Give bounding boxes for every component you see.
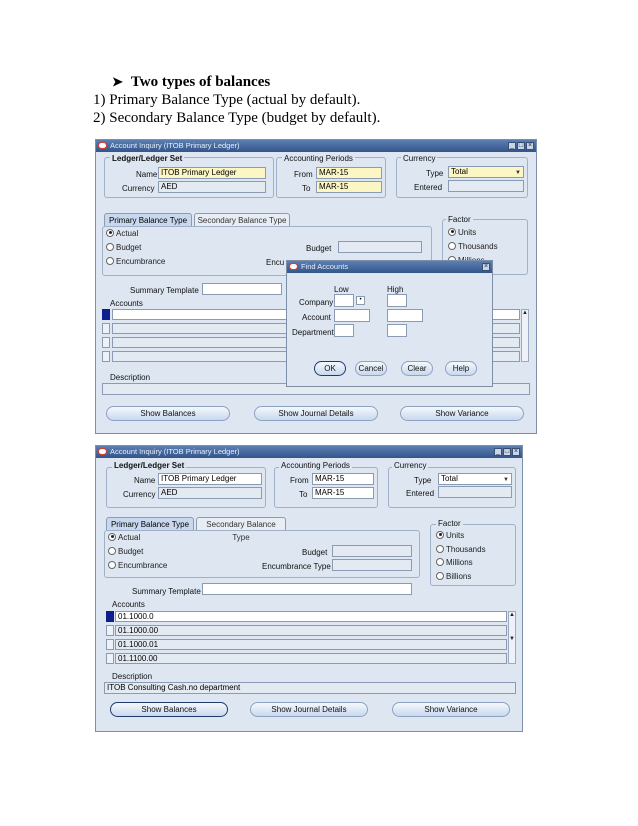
to-label: To — [299, 490, 308, 499]
encumbrance-type-label: Encumbrance Type — [262, 562, 331, 571]
account-high-field[interactable] — [387, 309, 423, 322]
company-low-field[interactable] — [334, 294, 354, 307]
accounts-label: Accounts — [110, 299, 143, 308]
radio-encumbrance[interactable]: Encumbrance — [108, 561, 167, 570]
name-label: Name — [134, 476, 156, 485]
ledger-group-label: Ledger/Ledger Set — [112, 154, 183, 163]
currency-label: Currency — [123, 490, 156, 499]
window-title: Account Inquiry (ITOB Primary Ledger) — [110, 447, 240, 456]
window-titlebar — [96, 446, 522, 458]
tab-secondary-balance-type[interactable]: Secondary Balance Type — [194, 213, 290, 226]
accounts-label: Accounts — [112, 600, 145, 609]
find-accounts-dialog — [286, 260, 493, 387]
entered-label: Entered — [414, 183, 443, 192]
close-icon[interactable]: × — [527, 142, 533, 149]
accounts-scrollbar[interactable]: ▲ — [521, 309, 529, 362]
department-label: Department — [292, 328, 334, 337]
description-label: Description — [110, 373, 151, 382]
currency-label: Currency — [122, 184, 155, 193]
description-label: Description — [112, 672, 153, 681]
accounts-scrollbar[interactable]: ▲ ▼ — [508, 611, 516, 664]
type-label: Type — [426, 169, 444, 178]
from-label: From — [290, 476, 309, 485]
ledger-name-field[interactable]: ITOB Primary Ledger — [158, 473, 262, 485]
currency-type-select[interactable]: Total ▼ — [438, 473, 512, 485]
department-low-field[interactable] — [334, 324, 354, 337]
summary-template-field[interactable] — [202, 283, 282, 295]
show-balances-button[interactable]: Show Balances — [106, 406, 230, 421]
factor-thousands-radio[interactable]: Thousands — [436, 545, 486, 554]
tab-primary-balance-type[interactable]: Primary Balance Type — [104, 213, 192, 226]
factor-billions-radio[interactable]: Billions — [436, 572, 471, 581]
cancel-button[interactable]: Cancel — [355, 361, 387, 376]
factor-millions-radio[interactable]: Millions — [436, 558, 473, 567]
list-item-primary: 1) Primary Balance Type (actual by default). — [93, 92, 361, 108]
ok-button[interactable]: OK — [314, 361, 346, 376]
row-selector[interactable] — [102, 337, 110, 348]
from-period-field[interactable]: MAR-15 — [312, 473, 374, 485]
company-lov-button[interactable]: • — [356, 296, 365, 305]
radio-budget[interactable]: Budget — [108, 547, 143, 556]
periods-group-label: Accounting Periods — [284, 154, 353, 163]
entered-currency-field[interactable] — [448, 180, 524, 192]
summary-template-label: Summary Template — [132, 587, 201, 596]
row-selector[interactable] — [106, 653, 114, 664]
account-row[interactable]: 01.1000.0 — [115, 611, 507, 622]
account-row[interactable]: 01.1100.00 — [115, 653, 507, 664]
oracle-icon — [289, 263, 298, 270]
close-icon[interactable]: × — [513, 448, 519, 455]
name-label: Name — [136, 170, 158, 179]
ledger-name-field[interactable]: ITOB Primary Ledger — [158, 167, 266, 179]
entered-label: Entered — [406, 489, 435, 498]
show-variance-button[interactable]: Show Variance — [392, 702, 510, 717]
account-row[interactable]: 01.1000.01 — [115, 639, 507, 650]
budget-field[interactable] — [338, 241, 422, 253]
to-period-field[interactable]: MAR-15 — [312, 487, 374, 499]
window-titlebar — [96, 140, 536, 152]
type-label: Type — [414, 476, 432, 485]
minimize-icon[interactable]: _ — [508, 142, 516, 150]
help-button[interactable]: Help — [445, 361, 477, 376]
account-inquiry-window-2 — [95, 445, 523, 732]
factor-units-radio[interactable]: Units — [436, 531, 464, 540]
encumbrance-type-label: Encu — [266, 258, 285, 267]
budget-label: Budget — [306, 244, 332, 253]
budget-label: Budget — [302, 548, 328, 557]
dropdown-arrow-icon[interactable]: ▼ — [515, 170, 521, 176]
dropdown-arrow-icon[interactable]: ▼ — [503, 477, 509, 483]
company-label: Company — [299, 298, 334, 307]
show-variance-button[interactable]: Show Variance — [400, 406, 524, 421]
currency-group-label: Currency — [403, 154, 436, 163]
list-item-secondary: 2) Secondary Balance Type (budget by default). — [93, 110, 381, 126]
show-journal-details-button[interactable]: Show Journal Details — [250, 702, 368, 717]
tab-primary-balance-type[interactable]: Primary Balance Type — [106, 517, 194, 530]
row-selector[interactable] — [106, 639, 114, 650]
from-label: From — [294, 170, 313, 179]
entered-currency-field[interactable] — [438, 486, 512, 498]
department-high-field[interactable] — [387, 324, 407, 337]
budget-field[interactable] — [332, 545, 412, 557]
close-icon[interactable]: × — [483, 263, 489, 270]
currency-type-select[interactable]: Total ▼ — [448, 166, 524, 178]
factor-thousands-radio[interactable]: Thousands — [448, 242, 498, 251]
oracle-icon — [98, 448, 107, 455]
account-label: Account — [302, 313, 331, 322]
arrow-bullet-icon: ➤ — [112, 74, 123, 89]
dialog-title: Find Accounts — [301, 262, 349, 271]
periods-group-label: Accounting Periods — [281, 461, 350, 470]
row-selector-current[interactable] — [102, 309, 110, 320]
clear-button[interactable]: Clear — [401, 361, 433, 376]
radio-encumbrance[interactable]: Encumbrance — [106, 257, 165, 266]
factor-group-label: Factor — [448, 215, 471, 224]
radio-actual[interactable]: Actual — [108, 533, 140, 542]
oracle-icon — [98, 142, 107, 149]
high-label: High — [387, 285, 404, 294]
maximize-icon[interactable]: □ — [504, 448, 510, 455]
row-selector[interactable] — [102, 351, 110, 362]
factor-group-label: Factor — [438, 519, 461, 528]
to-label: To — [302, 184, 311, 193]
ledger-group-label: Ledger/Ledger Set — [114, 461, 185, 470]
minimize-icon[interactable]: _ — [494, 448, 502, 456]
ledger-currency-field[interactable]: AED — [158, 487, 262, 499]
dialog-titlebar — [287, 261, 492, 273]
show-balances-button[interactable]: Show Balances — [110, 702, 228, 717]
row-selector[interactable] — [106, 625, 114, 636]
ledger-currency-field[interactable]: AED — [158, 181, 266, 193]
show-journal-details-button[interactable]: Show Journal Details — [254, 406, 378, 421]
summary-template-label: Summary Template — [130, 286, 199, 295]
description-field[interactable]: ITOB Consulting Cash.no department — [104, 682, 516, 694]
radio-actual[interactable]: Actual — [106, 229, 138, 238]
company-high-field[interactable] — [387, 294, 407, 307]
maximize-icon[interactable]: □ — [518, 142, 524, 149]
section-heading: ➤ Two types of balances — [112, 74, 271, 90]
factor-units-radio[interactable]: Units — [448, 228, 476, 237]
from-period-field[interactable]: MAR-15 — [316, 167, 382, 179]
currency-group-label: Currency — [394, 461, 427, 470]
to-period-field[interactable]: MAR-15 — [316, 181, 382, 193]
window-title: Account Inquiry (ITOB Primary Ledger) — [110, 141, 240, 150]
account-row[interactable]: 01.1000.00 — [115, 625, 507, 636]
row-selector-current[interactable] — [106, 611, 114, 622]
encumbrance-type-field[interactable] — [332, 559, 412, 571]
tab-secondary-balance-type[interactable]: Secondary Balance Type — [196, 517, 286, 530]
account-low-field[interactable] — [334, 309, 370, 322]
low-label: Low — [334, 285, 349, 294]
summary-template-field[interactable] — [202, 583, 412, 595]
row-selector[interactable] — [102, 323, 110, 334]
radio-budget[interactable]: Budget — [106, 243, 141, 252]
